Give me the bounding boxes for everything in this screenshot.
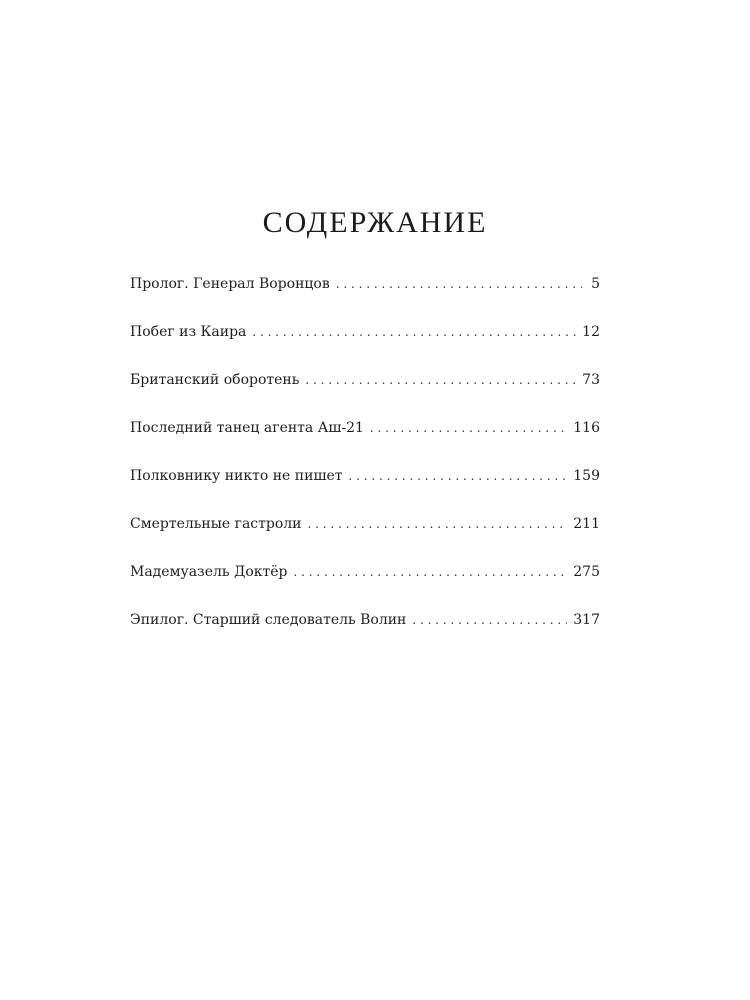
toc-entry [130, 464, 600, 488]
toc-entry [130, 416, 600, 440]
dot-leader [370, 416, 567, 440]
toc-entry-title: Пролог. Генерал Воронцов [130, 276, 330, 292]
toc-entry [130, 368, 600, 392]
toc-page-number: 159 [573, 468, 600, 484]
toc-entry-title: Последний танец агента Аш-21 [130, 420, 364, 436]
toc-entry-title: Эпилог. Старший следователь Волин [130, 612, 407, 628]
dot-leader [412, 608, 567, 632]
toc-page-number: 317 [573, 612, 600, 628]
toc-page-number: 12 [582, 324, 600, 340]
toc-entry-title: Побег из Каира [130, 324, 247, 340]
dot-leader [305, 368, 576, 392]
dot-leader [252, 320, 576, 344]
toc-entry-title: Смертельные гастроли [130, 516, 302, 532]
toc-page-number: 211 [573, 516, 600, 532]
toc-entry-title: Британский оборотень [130, 372, 300, 388]
toc-page-number: 5 [591, 276, 600, 292]
toc-entry-title: Полковнику никто не пишет [130, 468, 343, 484]
toc-entry [130, 272, 600, 296]
toc-page-number: 116 [573, 420, 600, 436]
toc-entry [130, 560, 600, 584]
dot-leader [349, 464, 568, 488]
dot-leader [294, 560, 568, 584]
toc-entry [130, 512, 600, 536]
table-of-contents [130, 272, 600, 656]
toc-entry [130, 320, 600, 344]
toc-page-number: 73 [582, 372, 600, 388]
dot-leader [336, 272, 582, 296]
toc-page-number: 275 [573, 564, 600, 580]
dot-leader [308, 512, 568, 536]
toc-entry [130, 608, 600, 632]
toc-entry-title: Мадемуазель Доктёр [130, 564, 288, 580]
toc-heading: СОДЕРЖАНИЕ [262, 206, 488, 239]
